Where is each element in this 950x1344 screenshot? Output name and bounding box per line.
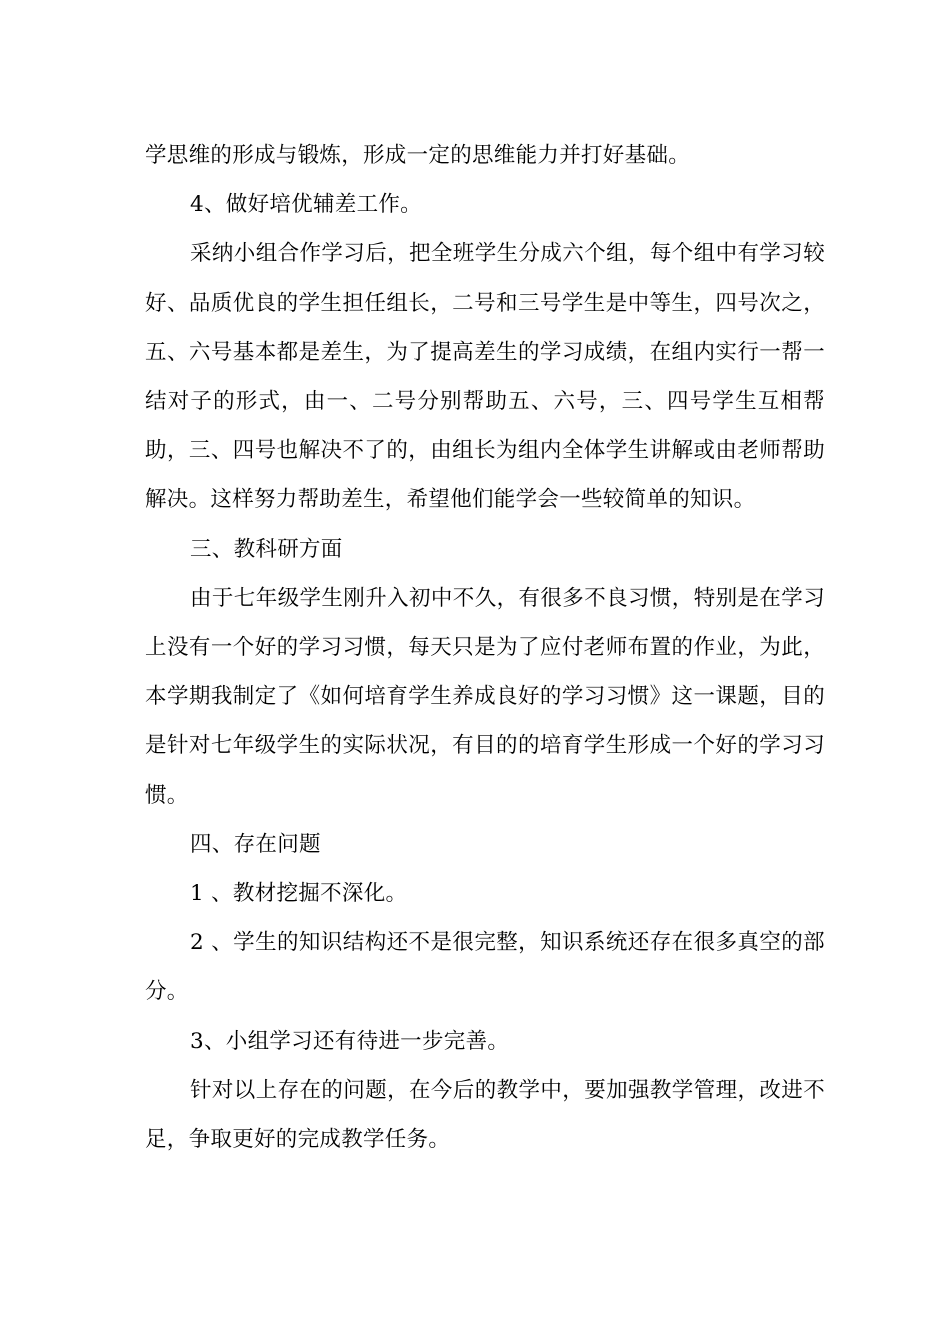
paragraph-continuation: 学思维的形成与锻炼，形成一定的思维能力并打好基础。 xyxy=(145,143,691,168)
problem-item-2: 2 、学生的知识结构还不是很完整，知识系统还存在很多真空的部分。 xyxy=(145,930,825,1005)
section-heading-4: 四、存在问题 xyxy=(190,831,321,857)
list-item-4: 4、做好培优辅差工作。 xyxy=(190,192,422,218)
problem-item-1: 1 、教材挖掘不深化。 xyxy=(190,881,408,907)
problem-item-3: 3、小组学习还有待进一步完善。 xyxy=(190,1028,510,1054)
paragraph-research: 由于七年级学生刚升入初中不久，有很多不良习惯，特别是在学习上没有一个好的学习习惯，每天只是为了应付老师布置的作业，为此，本学期我制定了《如何培育学生养成良好的学习习惯》这一课题，目的是针对七年级学生的实际状况，有目的的培育学生形成一个好的学习习惯。 xyxy=(145,585,825,808)
paragraph-conclusion: 针对以上存在的问题，在今后的教学中，要加强教学管理，改进不足，争取更好的完成教学任务。 xyxy=(145,1077,825,1153)
document-body xyxy=(145,131,825,1164)
section-heading-3: 三、教科研方面 xyxy=(190,536,343,562)
paragraph-group-work: 采纳小组合作学习后，把全班学生分成六个组，每个组中有学习较好、品质优良的学生担任组长，二号和三号学生是中等生，四号次之，五、六号基本都是差生，为了提高差生的学习成绩，在组内实行一帮一结对子的形式，由一、二号分别帮助五、六号，三、四号学生互相帮助，三、四号也解决不了的，由组长为组内全体学生讲解或由老师帮助解决。这样努力帮助差生，希望他们能学会一些较简单的知识。 xyxy=(145,241,825,513)
